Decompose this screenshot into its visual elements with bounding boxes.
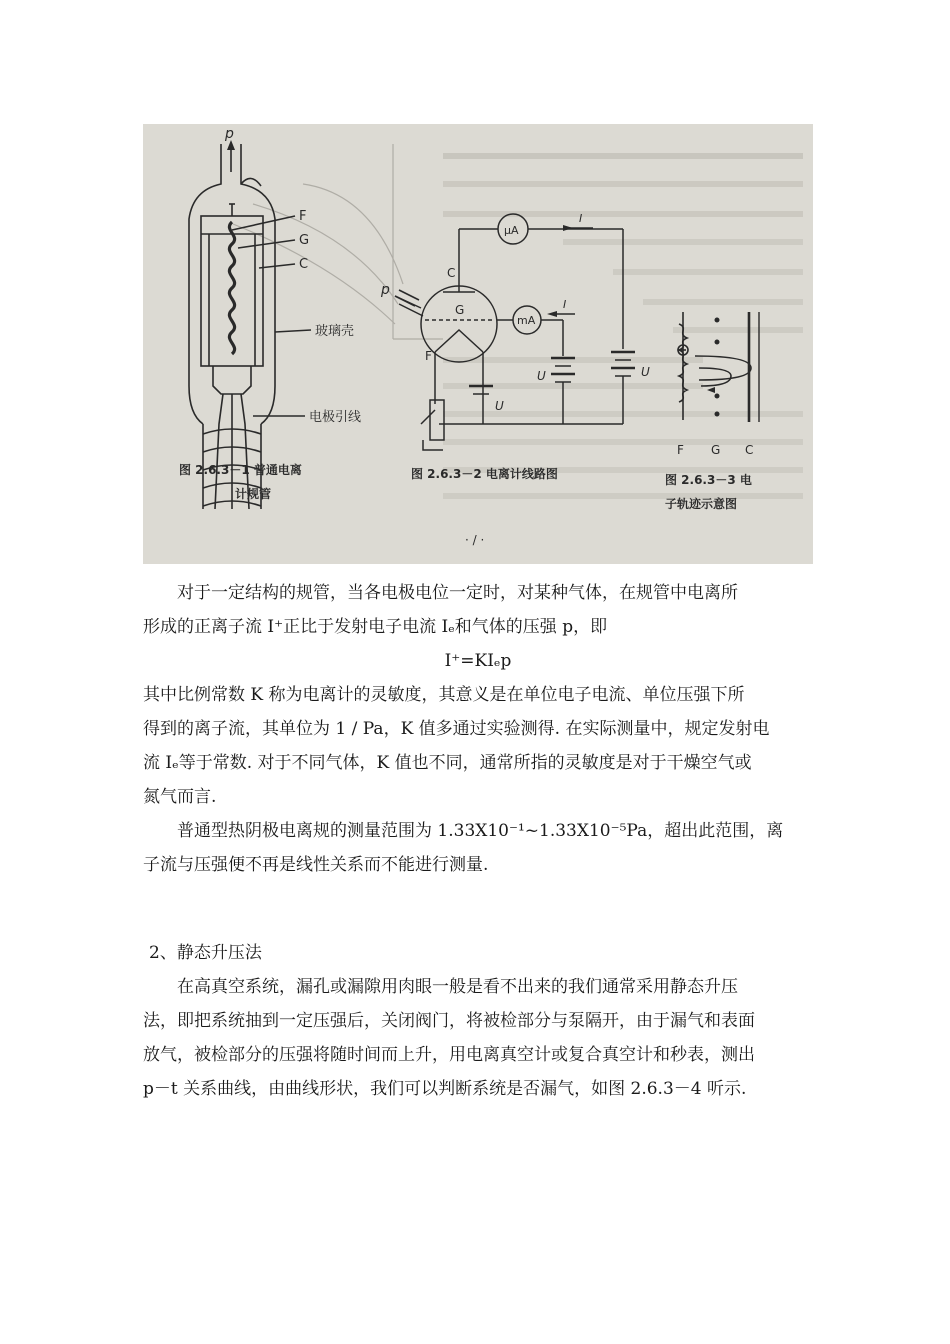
fig2-caption: 图 2.6.3－2 电离计线路图 [411,467,558,481]
section-heading: 2、静态升压法 [149,943,262,963]
fig1-label-C: C [299,257,309,272]
fig1-label-F: F [299,209,307,224]
fig3-label-G: G [711,443,721,457]
para4-line4: p－t 关系曲线，由曲线形状，我们可以判断系统是否漏气，如图 2.6.3－4 听示. [143,1079,747,1099]
scanned-figure [143,124,813,564]
figure-drawing [143,124,813,564]
fig2-label-Uf: U [495,399,504,413]
para1-line1: 对于一定结构的规管，当各电极电位一定时，对某种气体，在规管中电离所 [177,583,738,603]
fig1-label-G: G [299,233,310,248]
fig2-label-Uc: U [641,365,650,379]
para2-line2: 得到的离子流，其单位为 1 / Pa，K 值多通过实验测得. 在实际测量中，规定发射电 [143,719,770,739]
fig2-label-Ii: I [579,212,583,225]
fig2-label-Ug: U [537,369,546,383]
fig3-caption-line1: 图 2.6.3－3 电 [665,473,752,487]
para4-line3: 放气，被检部分的压强将随时间而上升，用电离真空计或复合真空计和秒表，测出 [143,1045,755,1065]
para2-line1: 其中比例常数 K 称为电离计的灵敏度，其意义是在单位电子电流、单位压强下所 [143,685,745,705]
fig2-label-F: F [425,349,432,363]
fig2-label-C: C [447,266,456,280]
fig2-label-p: p [381,282,390,298]
fig1-caption-line1: 图 2.6.3－1 普通电离 [179,463,302,477]
para4-line2: 法，即把系统抽到一定压强后，关闭阀门，将被检部分与泵隔开，由于漏气和表面 [143,1011,755,1031]
para3-line1: 普通型热阴极电离规的测量范围为 1.33X10⁻¹~1.33X10⁻⁵Pa，超出此范围，离 [177,821,784,841]
para1-line2: 形成的正离子流 I⁺正比于发射电子电流 Iₑ和气体的压强 p，即 [143,617,608,637]
fig2-label-G: G [455,303,465,317]
fig1-gauge-tube [189,140,419,509]
body-text [143,576,813,882]
fig1-caption-line2: 计规管 [235,487,272,501]
fig1-label-lead: 电极引线 [309,410,362,425]
para2-line4: 氮气而言. [143,787,217,807]
fig3-caption-line2: 子轨迹示意图 [665,497,738,511]
equation: I⁺=KIₑp [444,651,512,671]
para4-line1: 在高真空系统，漏孔或漏隙用肉眼一般是看不出来的我们通常采用静态升压 [177,977,738,997]
fig3-label-C: C [745,443,754,457]
fig2-label-uA: μA [504,224,519,237]
fig2-label-mA: mA [517,314,536,327]
section-2 [143,936,813,1106]
fig2-label-Ie: I [563,298,567,311]
fig1-label-p: p [225,126,234,142]
page-mark: · / · [465,533,485,547]
para3-line2: 子流与压强便不再是线性关系而不能进行测量. [143,855,489,875]
para2-line3: 流 Iₑ等于常数. 对于不同气体，K 值也不同，通常所指的灵敏度是对于干燥空气或 [143,753,752,773]
fig1-label-glass: 玻璃壳 [315,324,355,339]
fig3-label-F: F [677,443,684,457]
